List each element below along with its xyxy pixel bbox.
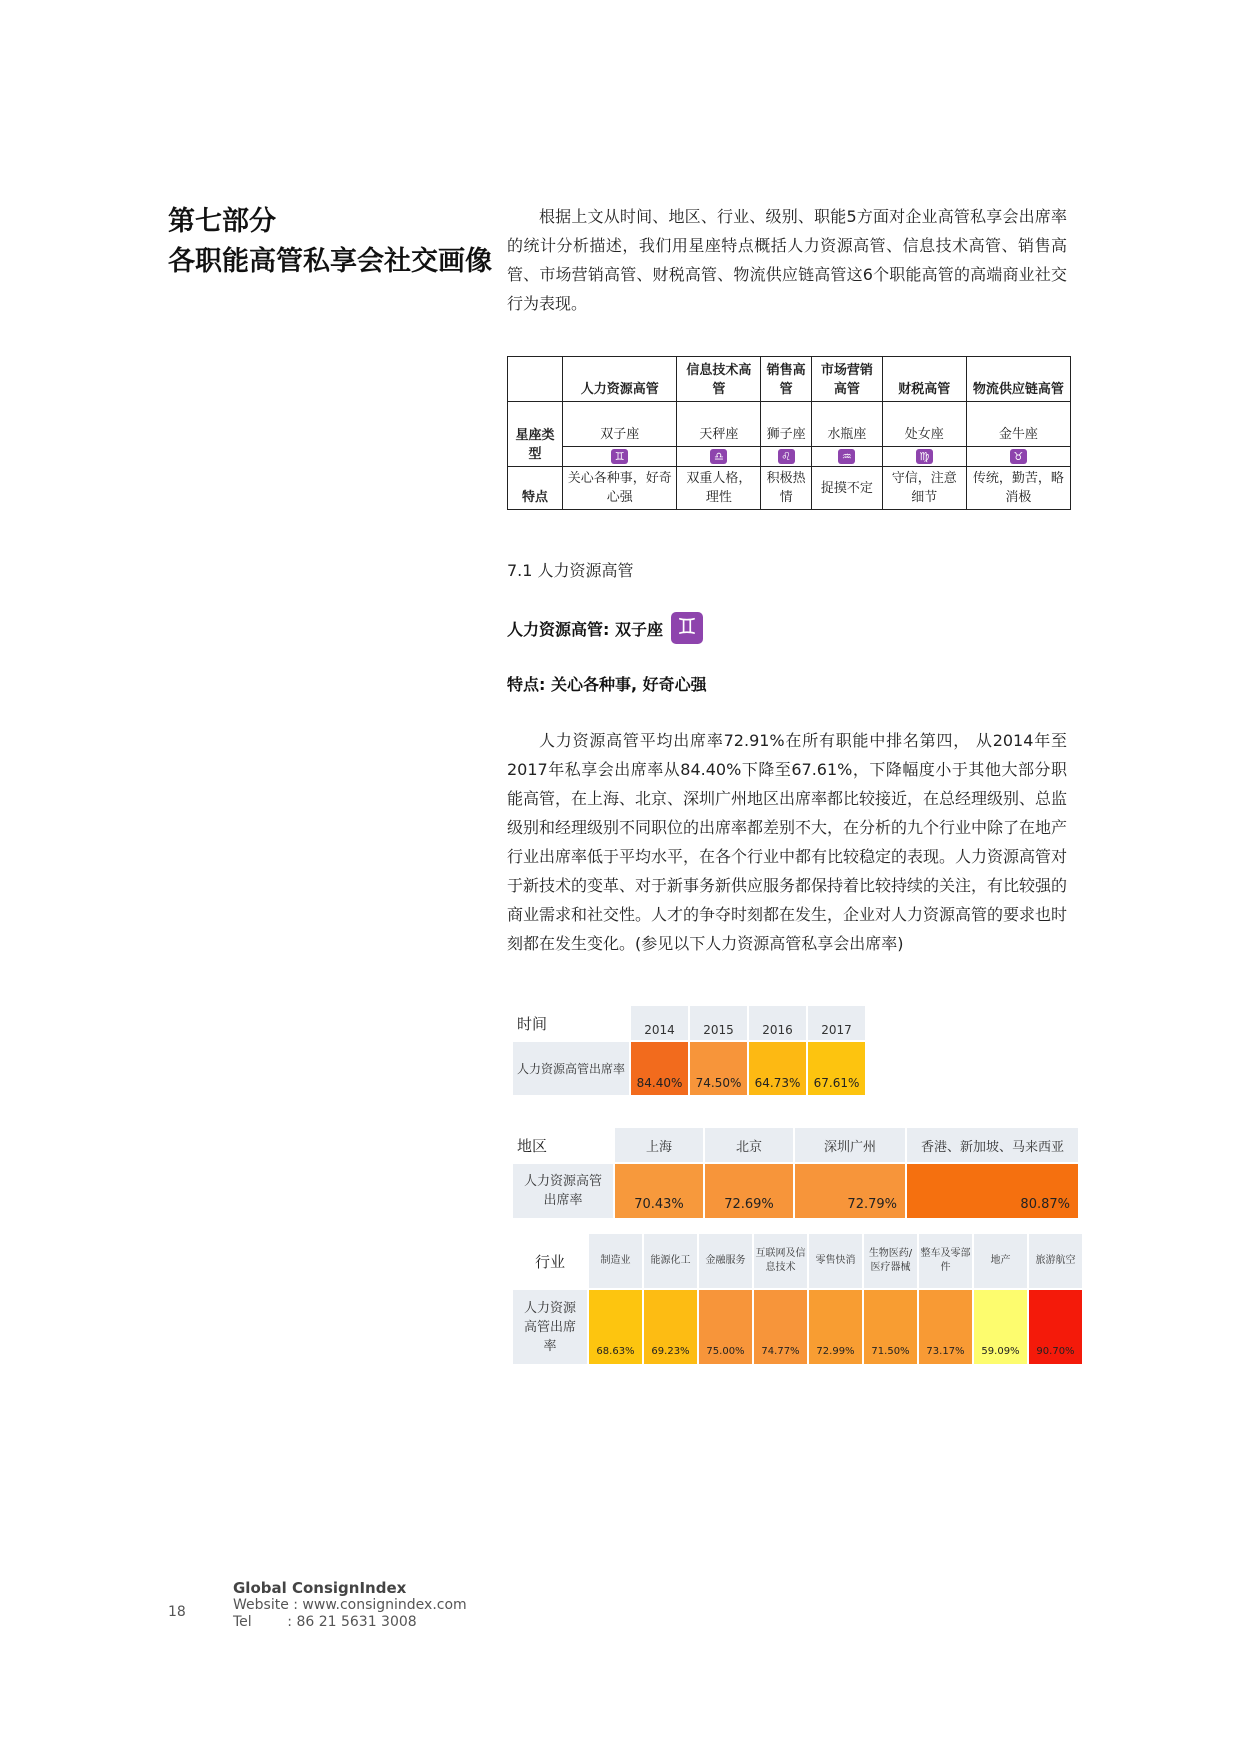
- industry-col-header: 地产: [974, 1234, 1027, 1288]
- section-title-line1: 第七部分: [168, 206, 276, 237]
- zodiac-symbol-cell: [882, 447, 966, 467]
- zodiac-sign-cell: 水瓶座: [811, 402, 882, 447]
- industry-value-cell: 73.17%: [919, 1290, 972, 1364]
- gemini-icon: ♊: [671, 612, 703, 644]
- trait-line: 特点: 关心各种事, 好奇心强: [507, 675, 707, 694]
- time-header-row: [513, 1006, 865, 1040]
- industry-row-label: 人力资源高管出席率: [513, 1290, 587, 1364]
- zodiac-trait-cell: 传统，勤苦，略消极: [966, 467, 1070, 510]
- region-value-cell: 80.87%: [907, 1164, 1078, 1218]
- zodiac-col-header: 信息技术高管: [677, 357, 761, 402]
- industry-value-cell: 72.99%: [809, 1290, 862, 1364]
- zodiac-trait-cell: 守信，注意细节: [882, 467, 966, 510]
- zodiac-col-header: 物流供应链高管: [966, 357, 1070, 402]
- industry-col-header: 互联网及信息技术: [754, 1234, 807, 1288]
- industry-value-cell: 69.23%: [644, 1290, 697, 1364]
- zodiac-row-label-sign: 星座类型: [508, 402, 563, 467]
- industry-header-row: [513, 1234, 1082, 1288]
- zodiac-symbol-cell: [966, 447, 1070, 467]
- footer: [233, 1580, 467, 1631]
- taurus-icon: ♉: [1010, 449, 1027, 464]
- time-value-row: [513, 1042, 865, 1095]
- page-number: 18: [168, 1604, 186, 1620]
- region-col-header: 香港、新加坡、马来西亚: [907, 1128, 1078, 1162]
- gemini-icon: ♊: [611, 449, 628, 464]
- zodiac-col-header: 财税高管: [882, 357, 966, 402]
- zodiac-col-header: 人力资源高管: [563, 357, 677, 402]
- region-value-cell: 72.69%: [705, 1164, 793, 1218]
- zodiac-table: [507, 356, 1071, 510]
- industry-col-header: 旅游航空: [1029, 1234, 1082, 1288]
- time-col-header: 2015: [690, 1006, 747, 1040]
- time-attendance-table: [511, 1004, 867, 1097]
- zodiac-sign-row: [508, 402, 1071, 447]
- industry-value-cell: 90.70%: [1029, 1290, 1082, 1364]
- region-header-label: 地区: [517, 1136, 548, 1155]
- zodiac-trait-row: [508, 467, 1071, 510]
- zodiac-sign-cell: 双子座: [563, 402, 677, 447]
- zodiac-trait-cell: 捉摸不定: [811, 467, 882, 510]
- zodiac-header-row: [508, 357, 1071, 402]
- region-value-cell: 72.79%: [795, 1164, 905, 1218]
- time-col-header: 2014: [631, 1006, 688, 1040]
- industry-col-header: 零售快消: [809, 1234, 862, 1288]
- zodiac-corner-cell: [508, 357, 563, 402]
- zodiac-symbol-cell: [761, 447, 812, 467]
- industry-header-label: 行业: [534, 1252, 565, 1271]
- time-col-header: 2016: [749, 1006, 806, 1040]
- footer-tel: Tel : 86 21 5631 3008: [233, 1614, 417, 1630]
- zodiac-sign-cell: 处女座: [882, 402, 966, 447]
- region-col-header: 北京: [705, 1128, 793, 1162]
- industry-value-cell: 59.09%: [974, 1290, 1027, 1364]
- time-value-cell: 84.40%: [631, 1042, 688, 1095]
- region-attendance-table: [511, 1126, 1080, 1220]
- zodiac-symbol-cell: [811, 447, 882, 467]
- time-row-label: 人力资源高管出席率: [513, 1042, 629, 1095]
- zodiac-col-header: 销售高管: [761, 357, 812, 402]
- role-line: [507, 612, 703, 644]
- body-text: 人力资源高管平均出席率72.91%在所有职能中排名第四， 从2014年至2017年私享会出席率从84.40%下降至67.61%，下降幅度小于其他大部分职能高管，在上海、北京、深圳广州地区出席率都比较接近，在总经理级别、总监级别和经理级别不同职位的出席率都差别不大，在分析的九个行业中除了在地产行业出席率低于平均水平，在各个行业中都有比较稳定的表现。人力资源高管对于新技术的变革、对于新事务新供应服务都保持着比较持续的关注，有比较强的商业需求和社交性。人才的争夺时刻都在发生，企业对人力资源高管的要求也时刻都在发生变化。(参见以下人力资源高管私享会出席率): [507, 731, 1068, 953]
- section-title: [168, 202, 508, 282]
- section-title-line2: 各职能高管私享会社交画像: [168, 246, 492, 277]
- virgo-icon: ♍: [916, 449, 933, 464]
- intro-paragraph: [507, 202, 1067, 318]
- industry-value-cell: 74.77%: [754, 1290, 807, 1364]
- footer-brand: Global ConsignIndex: [233, 1579, 407, 1597]
- industry-col-header: 能源化工: [644, 1234, 697, 1288]
- region-header-row: [513, 1128, 1078, 1162]
- region-row-label: 人力资源高管出席率: [513, 1164, 613, 1218]
- libra-icon: ♎: [710, 449, 727, 464]
- aquarius-icon: ♒: [838, 449, 855, 464]
- zodiac-symbol-row: [508, 447, 1071, 467]
- time-col-header: 2017: [808, 1006, 865, 1040]
- zodiac-sign-cell: 金牛座: [966, 402, 1070, 447]
- body-paragraph: [507, 726, 1067, 958]
- footer-website: Website : www.consignindex.com: [233, 1597, 467, 1613]
- time-header-label: 时间: [517, 1014, 548, 1033]
- industry-col-header: 生物医药/医疗器械: [864, 1234, 917, 1288]
- zodiac-row-label-trait: 特点: [508, 467, 563, 510]
- time-value-cell: 64.73%: [749, 1042, 806, 1095]
- zodiac-col-header: 市场营销高管: [811, 357, 882, 402]
- industry-col-header: 金融服务: [699, 1234, 752, 1288]
- zodiac-sign-cell: 狮子座: [761, 402, 812, 447]
- industry-attendance-table: [511, 1232, 1084, 1366]
- leo-icon: ♌: [778, 449, 795, 464]
- industry-value-cell: 68.63%: [589, 1290, 642, 1364]
- zodiac-trait-cell: 双重人格，理性: [677, 467, 761, 510]
- zodiac-symbol-cell: [563, 447, 677, 467]
- intro-text: 根据上文从时间、地区、行业、级别、职能5方面对企业高管私享会出席率的统计分析描述，我们用星座特点概括人力资源高管、信息技术高管、销售高管、市场营销高管、财税高管、物流供应链高管这6个职能高管的高端商业社交行为表现。: [507, 207, 1067, 313]
- region-value-row: [513, 1164, 1078, 1218]
- industry-value-cell: 71.50%: [864, 1290, 917, 1364]
- region-col-header: 深圳广州: [795, 1128, 905, 1162]
- time-value-cell: 67.61%: [808, 1042, 865, 1095]
- region-value-cell: 70.43%: [615, 1164, 703, 1218]
- zodiac-trait-cell: 关心各种事，好奇心强: [563, 467, 677, 510]
- zodiac-trait-cell: 积极热情: [761, 467, 812, 510]
- time-value-cell: 74.50%: [690, 1042, 747, 1095]
- industry-col-header: 制造业: [589, 1234, 642, 1288]
- role-line-text: 人力资源高管: 双子座: [507, 619, 663, 639]
- region-col-header: 上海: [615, 1128, 703, 1162]
- industry-value-cell: 75.00%: [699, 1290, 752, 1364]
- subsection-heading: 7.1 人力资源高管: [507, 561, 634, 580]
- industry-value-row: [513, 1290, 1082, 1364]
- zodiac-symbol-cell: [677, 447, 761, 467]
- zodiac-sign-cell: 天秤座: [677, 402, 761, 447]
- industry-col-header: 整车及零部件: [919, 1234, 972, 1288]
